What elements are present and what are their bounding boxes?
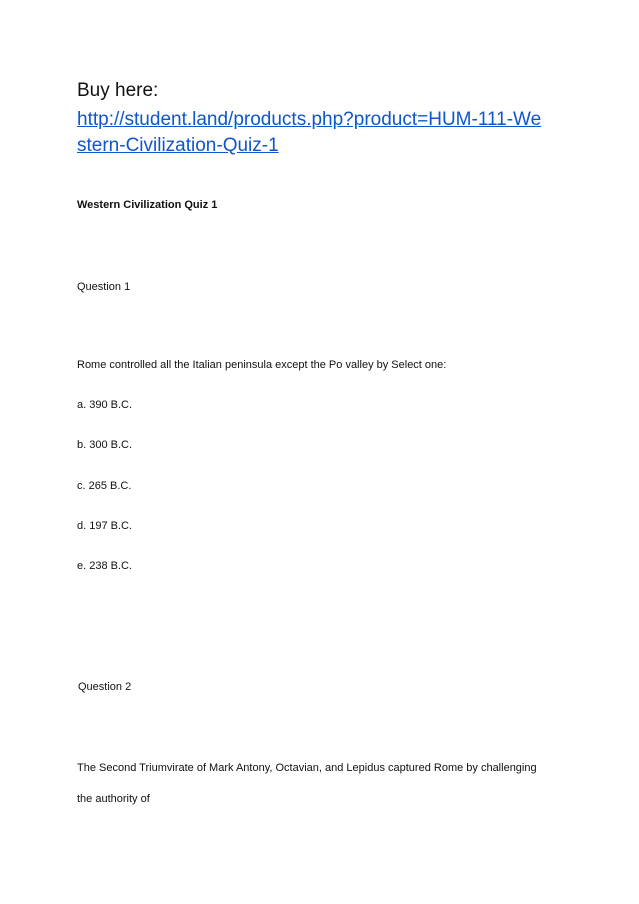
question-2-heading: Question 2 [78,681,132,693]
buy-here-label: Buy here: [77,80,159,101]
question-1-option-d: d. 197 B.C. [77,520,133,532]
question-1-option-e: e. 238 B.C. [77,560,133,572]
document-title: Western Civilization Quiz 1 [77,199,218,211]
product-link-line-1: http://student.land/products.php?product=HUM-111-We [77,109,542,130]
question-2-text-line-2: the authority of [77,793,150,805]
question-1-option-c: c. 265 B.C. [77,480,132,492]
product-link-line-2: stern-Civilization-Quiz-1 [77,135,279,156]
question-2-text-line-1: The Second Triumvirate of Mark Antony, Octavian, and Lepidus captured Rome by challenging [77,762,537,774]
question-1-text: Rome controlled all the Italian peninsula except the Po valley by Select one: [77,359,447,371]
question-1-option-a: a. 390 B.C. [77,399,133,411]
product-link[interactable] [77,107,597,159]
question-1-option-b: b. 300 B.C. [77,439,133,451]
question-1-heading: Question 1 [77,281,131,293]
